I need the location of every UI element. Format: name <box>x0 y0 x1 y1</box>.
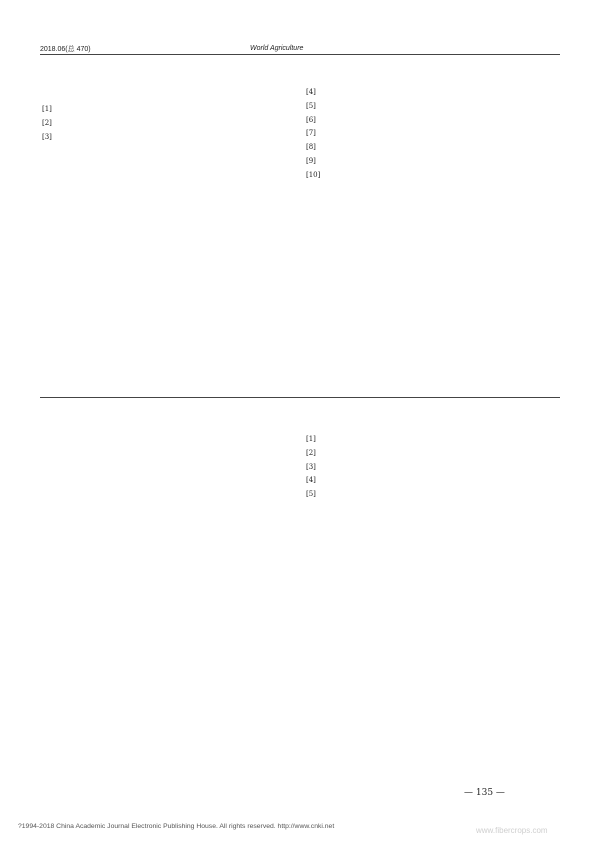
reference-item <box>306 101 556 113</box>
article-divider <box>40 397 560 398</box>
reference-item <box>306 462 556 474</box>
reference-item <box>306 87 556 99</box>
issue-label: 2018.06(总 470) <box>40 46 91 53</box>
reference-text <box>322 115 556 127</box>
reference-number: [2] <box>306 448 316 457</box>
references-list <box>306 434 556 501</box>
reference-text <box>58 118 292 130</box>
reference-item <box>306 489 556 501</box>
reference-text <box>322 434 556 446</box>
references-list <box>306 87 556 182</box>
reference-text <box>322 156 556 168</box>
references-list <box>42 104 292 143</box>
reference-number: [3] <box>306 462 316 471</box>
reference-number: [5] <box>306 490 316 499</box>
reference-item <box>306 475 556 487</box>
reference-number: [6] <box>306 115 316 124</box>
reference-number: [7] <box>306 129 316 138</box>
reference-number: [1] <box>306 435 316 443</box>
reference-number: [9] <box>306 156 316 165</box>
upper-left-column <box>42 86 292 145</box>
reference-number: [4] <box>306 476 316 485</box>
lower-right-column <box>306 414 556 503</box>
reference-item <box>306 170 556 182</box>
reference-number: [8] <box>306 143 316 152</box>
page-number: — 135 — <box>464 788 505 798</box>
reference-text <box>58 104 292 116</box>
reference-number: [1] <box>42 105 52 113</box>
reference-item <box>42 118 292 130</box>
reference-item <box>306 115 556 127</box>
reference-item <box>306 434 556 446</box>
lower-left-column <box>42 402 292 404</box>
reference-text <box>322 87 556 99</box>
reference-item <box>306 448 556 460</box>
reference-number: [3] <box>42 132 52 141</box>
journal-title <box>250 43 303 52</box>
watermark-url: www.fibercrops.com <box>476 826 548 835</box>
reference-text <box>322 170 556 182</box>
reference-item <box>42 104 292 116</box>
reference-number: [5] <box>306 101 316 110</box>
journal-title-en: World Agriculture <box>250 45 304 52</box>
reference-text <box>322 448 556 460</box>
reference-text <box>58 132 292 144</box>
reference-text <box>322 462 556 474</box>
reference-text <box>322 128 556 140</box>
copyright-footer: ?1994-2018 China Academic Journal Electronic Publishing House. All rights reserved. http://www.cnki.net <box>18 823 335 830</box>
reference-item <box>306 142 556 154</box>
reference-text <box>322 142 556 154</box>
reference-text <box>322 475 556 487</box>
upper-right-column <box>306 87 556 184</box>
reference-item <box>306 128 556 140</box>
header-rule <box>40 54 560 55</box>
reference-number: [10] <box>306 170 321 179</box>
reference-number: [4] <box>306 88 316 96</box>
reference-item <box>306 156 556 168</box>
reference-item <box>42 132 292 144</box>
reference-number: [2] <box>42 118 52 127</box>
reference-text <box>322 489 556 501</box>
reference-text <box>322 101 556 113</box>
